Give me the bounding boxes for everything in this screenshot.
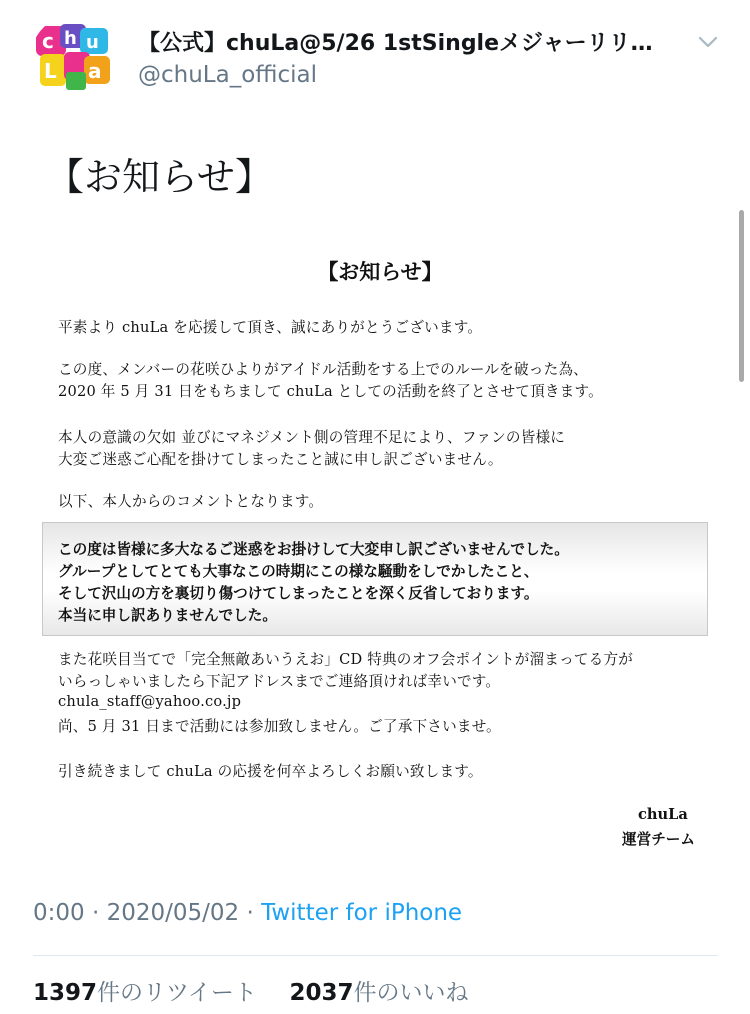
tweet-time: 0:00 — [33, 900, 85, 926]
divider — [33, 955, 718, 956]
quote-line: そして沢山の方を裏切り傷つけてしまったことを深く反省しております。 — [58, 585, 539, 602]
notice-line: また花咲目当てで「完全無敵あいうえお」CD 特典のオフ会ポイントが溜まってる方が — [58, 651, 634, 668]
signature-group: chuLa — [638, 806, 688, 823]
likes-count: 2037 — [289, 980, 354, 1006]
avatar[interactable] — [30, 14, 122, 106]
notice-line: 2020 年 5 月 31 日をもちまして chuLa としての活動を終了とさせて頂きます。 — [58, 383, 603, 400]
chevron-down-icon[interactable] — [694, 28, 722, 56]
display-name[interactable]: 【公式】chuLa@5/26 1stSingleメジャーリリ… — [138, 31, 653, 56]
meta-separator: · — [84, 900, 107, 926]
scrollbar[interactable] — [739, 210, 744, 382]
svg-text:a: a — [88, 59, 102, 83]
notice-title: 【お知らせ】 — [317, 259, 443, 284]
tweet-source-link[interactable]: Twitter for iPhone — [261, 900, 463, 926]
signature-team: 運営チーム — [622, 831, 695, 848]
notice-line: 大変ご迷惑ご心配を掛けてしまったこと誠に申し訳ございません。 — [58, 451, 503, 468]
notice-line: 以下、本人からのコメントとなります。 — [58, 493, 324, 510]
tweet-date[interactable]: 2020/05/02 — [106, 900, 240, 926]
retweets-stat[interactable] — [33, 980, 257, 1006]
likes-label: 件のいいね — [353, 980, 469, 1006]
contact-email: chula_staff@yahoo.co.jp — [58, 693, 242, 710]
notice-line: 本人の意識の欠如 並びにマネジメント側の管理不足により、ファンの皆様に — [58, 429, 566, 446]
svg-text:L: L — [44, 59, 57, 83]
svg-text:c: c — [42, 29, 54, 53]
notice-line: この度、メンバーの花咲ひよりがアイドル活動をする上でのルールを破った為、 — [58, 361, 588, 378]
likes-stat[interactable] — [290, 980, 469, 1006]
notice-line: いらっしゃいましたら下記アドレスまでご連絡頂ければ幸いです。 — [58, 673, 501, 690]
meta-separator: · — [239, 900, 262, 926]
tweet-stats — [33, 974, 469, 1007]
notice-image[interactable] — [10, 220, 750, 880]
quote-line: グループとしてとても大事なこの時期にこの様な騒動をしでかしたこと、 — [58, 563, 539, 580]
notice-line: 引き続きまして chuLa の応援を何卒よろしくお願い致します。 — [58, 763, 483, 780]
notice-line: 尚、5 月 31 日まで活動には参加致しません。ご了承下さいませ。 — [58, 718, 501, 735]
quote-line: 本当に申し訳ありませんでした。 — [58, 607, 277, 624]
retweets-label: 件のリツイート — [97, 980, 257, 1006]
svg-text:h: h — [64, 28, 77, 49]
retweets-count: 1397 — [33, 980, 98, 1006]
quote-line: この度は皆様に多大なるご迷惑をお掛けして大変申し訳ございませんでした。 — [58, 541, 569, 558]
tweet-meta — [33, 900, 462, 926]
svg-text:u: u — [86, 32, 99, 53]
user-handle[interactable]: @chuLa_official — [138, 62, 318, 88]
notice-line: 平素より chuLa を応援して頂き、誠にありがとうございます。 — [58, 319, 483, 336]
tweet-text: 【お知らせ】 — [46, 155, 273, 199]
chula-logo — [30, 14, 122, 106]
